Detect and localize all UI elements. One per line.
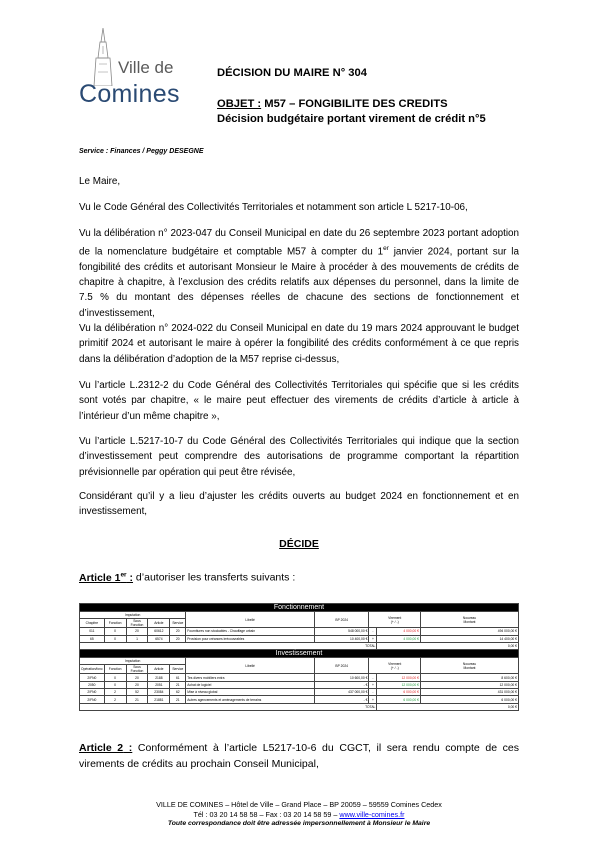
investissement-cell-serv: 61 xyxy=(170,674,186,681)
investissement-cell-lib: Achat de logiciel xyxy=(186,681,315,688)
fonctionnement-cell-fonc: 0 xyxy=(104,635,126,642)
investissement-row xyxy=(80,689,519,696)
investissement-cell-sousf: 20 xyxy=(126,674,148,681)
paragraph-deliberation-2023: Vu la délibération n° 2023-047 du Conseil Municipal en date du 26 septembre 2023 portant adoption de la nomenclature budgétaire et comptable M57 à compter du 1er janvier 2024, portant sur la fongibilité des crédits et autorisant Monsieur le Maire à procéder à des mouvements de crédits de chapitre à chapitre, à l’exclusion des crédits relatifs aux dépenses du personnel, dans la limite de 7.5 % du montant des dépenses réelles de chacune des sections de fonctionnement et d’investissement, xyxy=(79,228,519,319)
investissement-total-row: TOTAL 0,00 € xyxy=(80,703,519,710)
paragraph-article-l2312: Vu l’article L.2312-2 du Code Général des Collectivités Territoriales qui spécifie que si les crédits sont votés par chapitre, « le maire peut effectuer des virements de crédits d’article à article à l’intérieur d’un même chapitre », xyxy=(79,380,519,422)
fonctionnement-cell-art: 6574 xyxy=(148,635,170,642)
investissement-heading: Investissement xyxy=(80,650,519,658)
logo-comines: Comines xyxy=(79,80,180,108)
fonctionnement-cell-lib: Fournitures non stockables - Chauffage urbain xyxy=(186,628,315,635)
fonctionnement-cell-vir: 4 000,00 € xyxy=(377,635,421,642)
investissement-cell-sousf: 21 xyxy=(126,696,148,703)
fonctionnement-cell-nouv: 494 000,00 € xyxy=(420,628,518,635)
fonction-header: Fonction xyxy=(104,619,126,628)
investissement-cell-nouv: 8 600,00 € xyxy=(420,674,518,681)
fonctionnement-cell-sign: - xyxy=(369,628,377,635)
fonctionnement-cell-art: 60612 xyxy=(148,628,170,635)
investissement-row xyxy=(80,696,519,703)
investissement-cell-sign: - xyxy=(369,674,377,681)
fonctionnement-cell-chap: 011 xyxy=(80,628,105,635)
investissement-cell-lib: Tes divers mobiliers extra xyxy=(186,674,315,681)
fonctionnement-cell-bp: 10 400,00 € xyxy=(314,635,368,642)
investissement-cell-chap: 2/FN0 xyxy=(80,696,105,703)
objet-label: OBJET : xyxy=(217,98,262,110)
investissement-cell-vir: 12 000,00 € xyxy=(377,674,421,681)
investissement-cell-sousf: 20 xyxy=(126,681,148,688)
website-link[interactable]: www.ville-comines.fr xyxy=(339,810,405,819)
bp-header: BP 2024 xyxy=(314,612,368,628)
fonctionnement-cell-serv: 20 xyxy=(170,628,186,635)
investissement-cell-chap: 2/FN0 xyxy=(80,674,105,681)
investissement-cell-bp: 10 600,00 € xyxy=(314,674,368,681)
article-header: Article xyxy=(148,619,170,628)
investissement-cell-bp: - € xyxy=(314,681,368,688)
sous-fonction-header: Sous Fonction xyxy=(126,619,148,628)
fonctionnement-cell-sousf: 1 xyxy=(126,635,148,642)
investissement-cell-nouv: 12 000,00 € xyxy=(420,681,518,688)
fonctionnement-cell-serv: 20 xyxy=(170,635,186,642)
operation-header: Opération/fonc xyxy=(80,665,105,674)
chapitre-header: Chapitre xyxy=(80,619,105,628)
article-2: Article 2 : Conformément à l’article L5217-10-6 du CGCT, il sera rendu compte de ces virements de crédits au prochain Conseil Municipal, xyxy=(79,742,519,770)
fonctionnement-row xyxy=(80,628,519,635)
fonctionnement-cell-chap: 65 xyxy=(80,635,105,642)
decide-heading: DÉCIDE xyxy=(279,538,319,550)
church-logo-icon xyxy=(92,28,114,86)
fonction-header: Fonction xyxy=(104,665,126,674)
investissement-cell-art: 2188 xyxy=(148,674,170,681)
service-line: Service : Finances / Peggy DESEGNE xyxy=(79,148,204,155)
footer-note: Toute correspondance doit être adressée impersonnellement à Monsieur le Maire xyxy=(167,820,431,827)
logo-ville-de: Ville de xyxy=(118,58,174,77)
investissement-cell-serv: 62 xyxy=(170,689,186,696)
objet-line xyxy=(217,98,448,110)
investissement-cell-sign: + xyxy=(369,681,377,688)
investissement-cell-chap: 2050 xyxy=(80,681,105,688)
investissement-cell-fonc: 2 xyxy=(104,696,126,703)
article-header: Article xyxy=(148,665,170,674)
investissement-cell-sign: - xyxy=(369,689,377,696)
decision-subtitle: Décision budgétaire portant virement de crédit n°5 xyxy=(217,113,486,125)
service-header: Service xyxy=(170,665,186,674)
investissement-cell-bp: - € xyxy=(314,696,368,703)
fonctionnement-total-row: TOTAL 0,00 € xyxy=(80,642,519,649)
imputation-header: Imputation xyxy=(80,612,186,619)
investissement-cell-nouv: 431 000,00 € xyxy=(420,689,518,696)
fonctionnement-cell-bp: 548 000,00 € xyxy=(314,628,368,635)
investissement-cell-nouv: 6 000,00 € xyxy=(420,696,518,703)
fonctionnement-row xyxy=(80,635,519,642)
investissement-cell-art: 2051 xyxy=(148,681,170,688)
nouveau-header: Nouveau Montant xyxy=(420,658,518,674)
budget-transfer-table xyxy=(79,603,519,711)
article-1-label: Article 1er : xyxy=(79,571,134,584)
nouveau-header: Nouveau Montant xyxy=(420,612,518,628)
virement-header: Virement (+ / -) xyxy=(369,658,421,674)
investissement-row xyxy=(80,681,519,688)
paragraph-considerant: Considérant qu’il y a lieu d’ajuster les crédits ouverts au budget 2024 en fonctionnement et en investissement, xyxy=(79,491,519,518)
investissement-cell-serv: 21 xyxy=(170,681,186,688)
objet-text: M57 – FONGIBILITE DES CREDITS xyxy=(261,98,448,110)
investissement-row xyxy=(80,674,519,681)
investissement-cell-fonc: 2 xyxy=(104,689,126,696)
investissement-cell-serv: 21 xyxy=(170,696,186,703)
investissement-cell-lib: Mise à niveau global xyxy=(186,689,315,696)
investissement-cell-art: 21881 xyxy=(148,696,170,703)
fonctionnement-cell-lib: Provision pour créances irrécouvrables xyxy=(186,635,315,642)
fonctionnement-cell-fonc: 0 xyxy=(104,628,126,635)
investissement-cell-vir: 6 000,00 € xyxy=(377,689,421,696)
imputation-header: Imputation xyxy=(80,658,186,665)
investissement-cell-fonc: 0 xyxy=(104,674,126,681)
fonctionnement-cell-vir: 4 000,00 € xyxy=(377,628,421,635)
service-header: Service xyxy=(170,619,186,628)
libelle-header: Libellé xyxy=(186,658,315,674)
decision-title: DÉCISION DU MAIRE N° 304 xyxy=(217,67,367,79)
article-2-label: Article 2 : xyxy=(79,742,133,754)
virement-header: Virement (+ / -) xyxy=(369,612,421,628)
fonctionnement-cell-sign: + xyxy=(369,635,377,642)
footer-address: VILLE DE COMINES – Hôtel de Ville – Grand Place – BP 20059 – 59559 Comines Cedex xyxy=(156,800,442,809)
investissement-cell-vir: 6 000,00 € xyxy=(377,696,421,703)
libelle-header: Libellé xyxy=(186,612,315,628)
investissement-cell-vir: 12 000,00 € xyxy=(377,681,421,688)
investissement-cell-art: 23084 xyxy=(148,689,170,696)
paragraph-le-maire: Le Maire, xyxy=(79,176,121,187)
sous-fonction-header: Sous Fonction xyxy=(126,665,148,674)
bp-header: BP 2024 xyxy=(314,658,368,674)
paragraph-deliberation-2024: Vu la délibération n° 2024-022 du Conseil Municipal en date du 19 mars 2024 approuvant le budget primitif 2024 et autorisant le maire à opérer la fongibilité des crédits conformément à ce que repris dans la délibération d’adoption de la M57 reprise ci-dessus, xyxy=(79,323,519,365)
fonctionnement-cell-nouv: 14 400,00 € xyxy=(420,635,518,642)
article-1: Article 1er : d’autoriser les transferts suivants : xyxy=(79,571,296,584)
investissement-cell-fonc: 0 xyxy=(104,681,126,688)
investissement-cell-chap: 2/FN0 xyxy=(80,689,105,696)
paragraph-article-l5217: Vu l’article L.5217-10-7 du Code Général des Collectivités Territoriales qui indique que la section d’investissement peut comprendre des autorisations de programme comportant la répartition prévisionnelle par opération qui peut être révisée, xyxy=(79,436,519,478)
investissement-cell-lib: Autres agencements et aménagements de terrains xyxy=(186,696,315,703)
paragraph-vu-cgct: Vu le Code Général des Collectivités Territoriales et notamment son article L 5217-10-06, xyxy=(79,202,468,213)
fonctionnement-heading: Fonctionnement xyxy=(80,604,519,612)
fonctionnement-cell-sousf: 20 xyxy=(126,628,148,635)
footer-contact: Tél : 03 20 14 58 58 – Fax : 03 20 14 58 59 – www.ville-comines.fr xyxy=(193,810,405,819)
investissement-cell-sousf: 52 xyxy=(126,689,148,696)
investissement-cell-sign: + xyxy=(369,696,377,703)
investissement-cell-bp: 437 000,00 € xyxy=(314,689,368,696)
